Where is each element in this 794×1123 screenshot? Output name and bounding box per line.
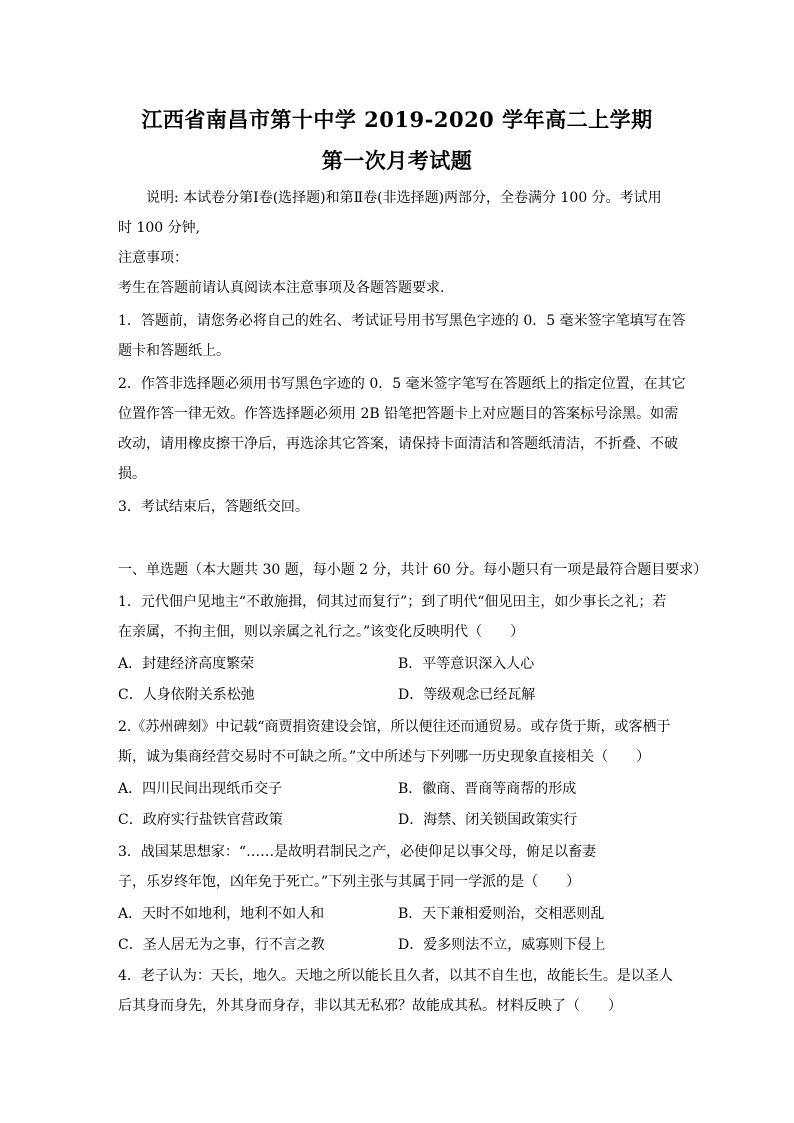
question-4-line2: 后其身而身先，外其身而身存，非以其无私邪？故能成其私。材料反映了（ ） xyxy=(118,998,622,1014)
exam-title-line2: 第一次月考试题 xyxy=(321,148,473,173)
question-4-line1: 4．老子认为：天长，地久。天地之所以能长且久者，以其不自生也，故能长生。是以圣人 xyxy=(118,968,673,984)
question-1-line2: 在亲属，不拘主佃，则以亲属之礼行之。”该变化反映明代（ ） xyxy=(118,624,525,640)
notice-item3: 3．考试结束后，答题纸交回。 xyxy=(118,499,309,515)
question-2-option-a: A．四川民间出现纸币交子 xyxy=(118,781,283,797)
question-1-option-a: A．封建经济高度繁荣 xyxy=(118,656,255,672)
question-2-option-c: C．政府实行盐铁官营政策 xyxy=(118,812,283,828)
question-3-option-a: A．天时不如地利，地利不如人和 xyxy=(118,906,325,922)
notice-item1-line2: 题卡和答题纸上。 xyxy=(118,343,230,359)
notice-item1-line1: 1．答题前，请您务必将自己的姓名、考试证号用书写黑色字迹的 0．5 毫米签字笔填写在答 xyxy=(118,313,686,329)
exam-title-line1: 江西省南昌市第十中学 2019-2020 学年高二上学期 xyxy=(141,107,653,132)
notice-label: 注意事项： xyxy=(118,250,188,266)
notice-intro: 考生在答题前请认真阅读本注意事项及各题答题要求. xyxy=(118,280,445,296)
question-1-option-c: C．人身依附关系松弛 xyxy=(118,687,255,703)
question-2-line2: 斯，诚为集商经营交易时不可缺之所。”文中所述与下列哪一历史现象直接相关（ ） xyxy=(118,749,651,765)
question-3-line1: 3．战国某思想家：“……是故明君制民之产，必使仰足以事父母，俯足以畜妻 xyxy=(118,844,597,860)
question-3-option-b: B．天下兼相爱则治，交相恶则乱 xyxy=(398,906,605,922)
question-1-option-d: D．等级观念已经瓦解 xyxy=(398,687,536,703)
notice-item2-line4: 损。 xyxy=(118,466,146,482)
question-3-option-d: D．爱多则法不立，威寡则下侵上 xyxy=(398,937,606,953)
question-3-option-c: C．圣人居无为之事，行不言之教 xyxy=(118,937,325,953)
question-2-option-b: B．徽商、晋商等商帮的形成 xyxy=(398,781,577,797)
question-2-line1: 2.《苏州碑刻》中记载“商贾捐资建设会馆，所以便往还而通贸易。或存货于斯，或客栖于 xyxy=(118,719,671,735)
question-3-line2: 子，乐岁终年饱，凶年免于死亡。”下列主张与其属于同一学派的是（ ） xyxy=(118,874,581,890)
section-heading: 一、单选题（本大题共 30 题，每小题 2 分，共计 60 分。每小题只有一项是最符合题目要求） xyxy=(118,562,708,578)
question-2-option-d: D．海禁、闭关锁国政策实行 xyxy=(398,812,578,828)
notice-item2-line2: 位置作答一律无效。作答选择题必须用 2B 铅笔把答题卡上对应题目的答案标号涂黑。如需 xyxy=(118,406,679,422)
description-line1: 说明: 本试卷分第Ⅰ卷(选择题)和第Ⅱ卷(非选择题)两部分，全卷满分 100 分。考试用 xyxy=(146,190,662,206)
question-1-line1: 1．元代佃户见地主“不敢施揖，伺其过而复行”；到了明代“佃见田主，如少事长之礼；若 xyxy=(118,594,667,610)
question-1-option-b: B．平等意识深入人心 xyxy=(398,656,535,672)
notice-item2-line3: 改动，请用橡皮擦干净后，再选涂其它答案，请保持卡面清洁和答题纸清洁，不折叠、不破 xyxy=(118,436,678,452)
description-line2: 时 100 分钟, xyxy=(118,220,201,236)
notice-item2-line1: 2．作答非选择题必须用书写黑色字迹的 0．5 毫米签字笔写在答题纸上的指定位置，在其它 xyxy=(118,376,686,392)
